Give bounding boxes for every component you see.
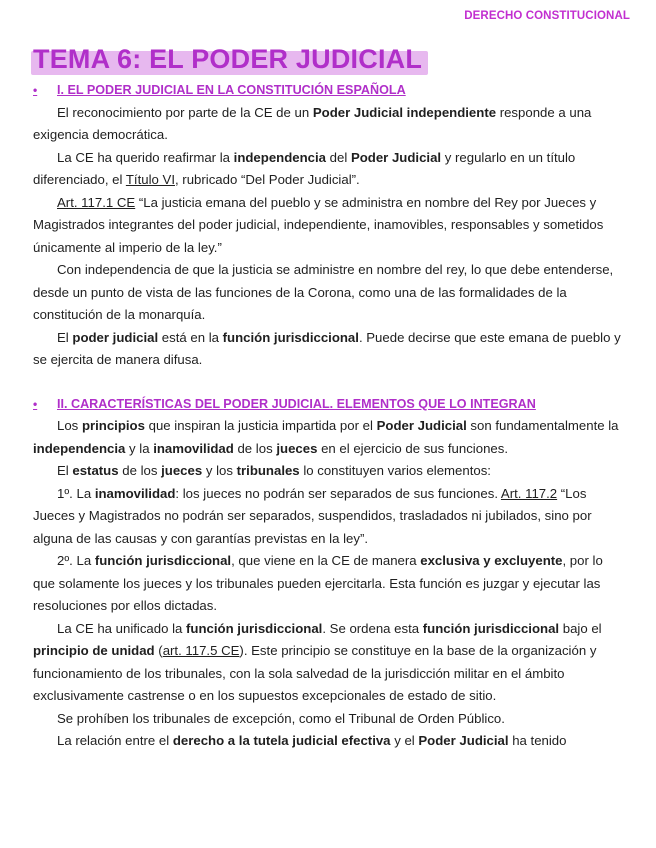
legal-reference: Art. 117.1 CE — [57, 194, 136, 210]
bold-text: independencia — [233, 149, 326, 165]
paragraph — [33, 147, 623, 192]
text-run: . Se ordena esta — [322, 620, 423, 636]
section-heading-text: II. CARACTERÍSTICAS DEL PODER JUDICIAL. ELEMENTOS QUE LO INTEGRAN — [57, 396, 536, 411]
text-run: del — [326, 149, 351, 165]
text-run: La CE ha unificado la — [57, 620, 187, 636]
text-run: “Los Jueces y Magistrados no podrán ser separados, suspendidos, trasladados ni jubilados, sino por alguna de las causas y con garantías previstas en la ley”. — [33, 485, 592, 546]
text-run: El — [57, 329, 73, 345]
paragraph — [33, 327, 623, 372]
bold-text: Poder Judicial independiente — [312, 104, 497, 120]
text-run: La relación entre el — [57, 733, 173, 748]
bold-text: estatus — [72, 463, 119, 478]
bold-text: inamovilidad — [153, 440, 234, 456]
text-run: responde a una exigencia democrática. — [33, 104, 592, 142]
bold-text: función jurisdiccional — [94, 553, 232, 568]
bold-text: Poder Judicial — [376, 418, 467, 433]
paragraph — [33, 192, 623, 260]
course-header: DERECHO CONSTITUCIONAL — [464, 10, 630, 22]
text-run: y los — [202, 463, 237, 478]
paragraph — [33, 708, 623, 731]
page-title-wrap — [33, 44, 422, 75]
text-run: ). Este principio se constituye en la base de la organización y funcionamiento de los tribunales, con la sola salvedad de la jurisdicción militar en el ámbito exclusivamente castrense o en los supuestos excepcionales de estado de sitio. — [33, 643, 597, 703]
text-run: en el ejercicio de sus funciones. — [317, 440, 509, 456]
text-run: Los — [57, 418, 82, 433]
text-run: lo constituyen varios elementos: — [299, 463, 491, 478]
bold-text: tribunales — [236, 463, 300, 478]
text-run: , rubricado “Del Poder Judicial”. — [174, 172, 360, 187]
paragraph — [33, 259, 623, 327]
text-run: son fundamentalmente la — [466, 418, 619, 433]
bold-text: independencia — [33, 440, 126, 456]
section-heading-text: I. EL PODER JUDICIAL EN LA CONSTITUCIÓN ESPAÑOLA — [57, 83, 406, 97]
bullet-icon: • — [33, 396, 38, 411]
section-heading — [33, 79, 623, 102]
text-run: , que viene en la CE de manera — [231, 553, 421, 568]
bold-text: poder judicial — [72, 329, 159, 345]
text-run: La CE ha querido reafirmar la — [57, 149, 234, 165]
text-run: de los — [118, 463, 162, 478]
paragraph — [33, 618, 623, 708]
text-run: y la — [125, 440, 154, 456]
text-run: , por lo que solamente los jueces y los tribunales pueden ejercitarla. Esta función es juzgar y ejecutar las resoluciones por ellos dictadas. — [33, 553, 603, 613]
text-run: ha tenido — [508, 733, 567, 748]
paragraph — [33, 483, 623, 551]
paragraph — [33, 730, 623, 753]
bold-text: función jurisdiccional — [222, 329, 359, 345]
legal-reference: Art. 117.2 — [500, 485, 558, 501]
legal-reference: art. 117.5 CE — [162, 643, 240, 658]
paragraph — [33, 550, 623, 618]
text-run: ( — [154, 643, 163, 658]
text-run: y el — [390, 733, 419, 748]
text-run: y regularlo en un título diferenciado, el — [33, 149, 576, 187]
section-heading — [33, 393, 623, 416]
bold-text: Poder Judicial — [350, 149, 442, 165]
text-run: de los — [233, 440, 277, 456]
text-run: que inspiran la justicia impartida por el — [144, 418, 377, 433]
text-run: El — [57, 463, 73, 478]
bold-text: jueces — [161, 463, 203, 478]
bold-text: Poder Judicial — [418, 733, 509, 748]
bold-text: inamovilidad — [94, 485, 176, 501]
text-run: : los jueces no podrán ser separados de sus funciones. — [175, 485, 501, 501]
page-title: TEMA 6: EL PODER JUDICIAL — [33, 44, 423, 74]
document-body — [33, 79, 623, 753]
text-run: Se prohíben los tribunales de excepción, como el Tribunal de Orden Público. — [57, 710, 505, 726]
text-run: Con independencia de que la justicia se administre en nombre del rey, lo que debe entenderse, desde un punto de vista de las funciones de la Corona, como una de las formalidades de la constitución de la monarquía. — [33, 262, 614, 322]
text-run: 2º. La — [57, 553, 95, 568]
paragraph — [33, 102, 623, 147]
section-spacer — [33, 372, 623, 393]
bold-text: función jurisdiccional — [422, 620, 560, 636]
paragraph — [33, 460, 623, 483]
text-run: El reconocimiento por parte de la CE de un — [57, 104, 313, 120]
text-run: “La justicia emana del pueblo y se administra en nombre del Rey por Jueces y Magistrados integrantes del poder judicial, independiente, inamovibles, responsables y sometidos únicamente al imperio de la ley.” — [33, 194, 604, 255]
legal-reference: Título VI — [125, 172, 175, 187]
text-run: está en la — [158, 329, 223, 345]
bold-text: función jurisdiccional — [186, 620, 323, 636]
bold-text: derecho a la tutela judicial efectiva — [172, 733, 391, 748]
bold-text: exclusiva y excluyente — [420, 553, 563, 568]
bold-text: principio de unidad — [33, 643, 155, 658]
text-run: bajo el — [559, 620, 602, 636]
text-run: . Puede decirse que este emana de pueblo y se ejercita de manera difusa. — [33, 329, 621, 367]
paragraph — [33, 415, 623, 460]
bold-text: principios — [81, 418, 145, 433]
text-run: 1º. La — [57, 485, 95, 501]
bold-text: jueces — [276, 440, 318, 456]
bullet-icon: • — [33, 83, 38, 97]
